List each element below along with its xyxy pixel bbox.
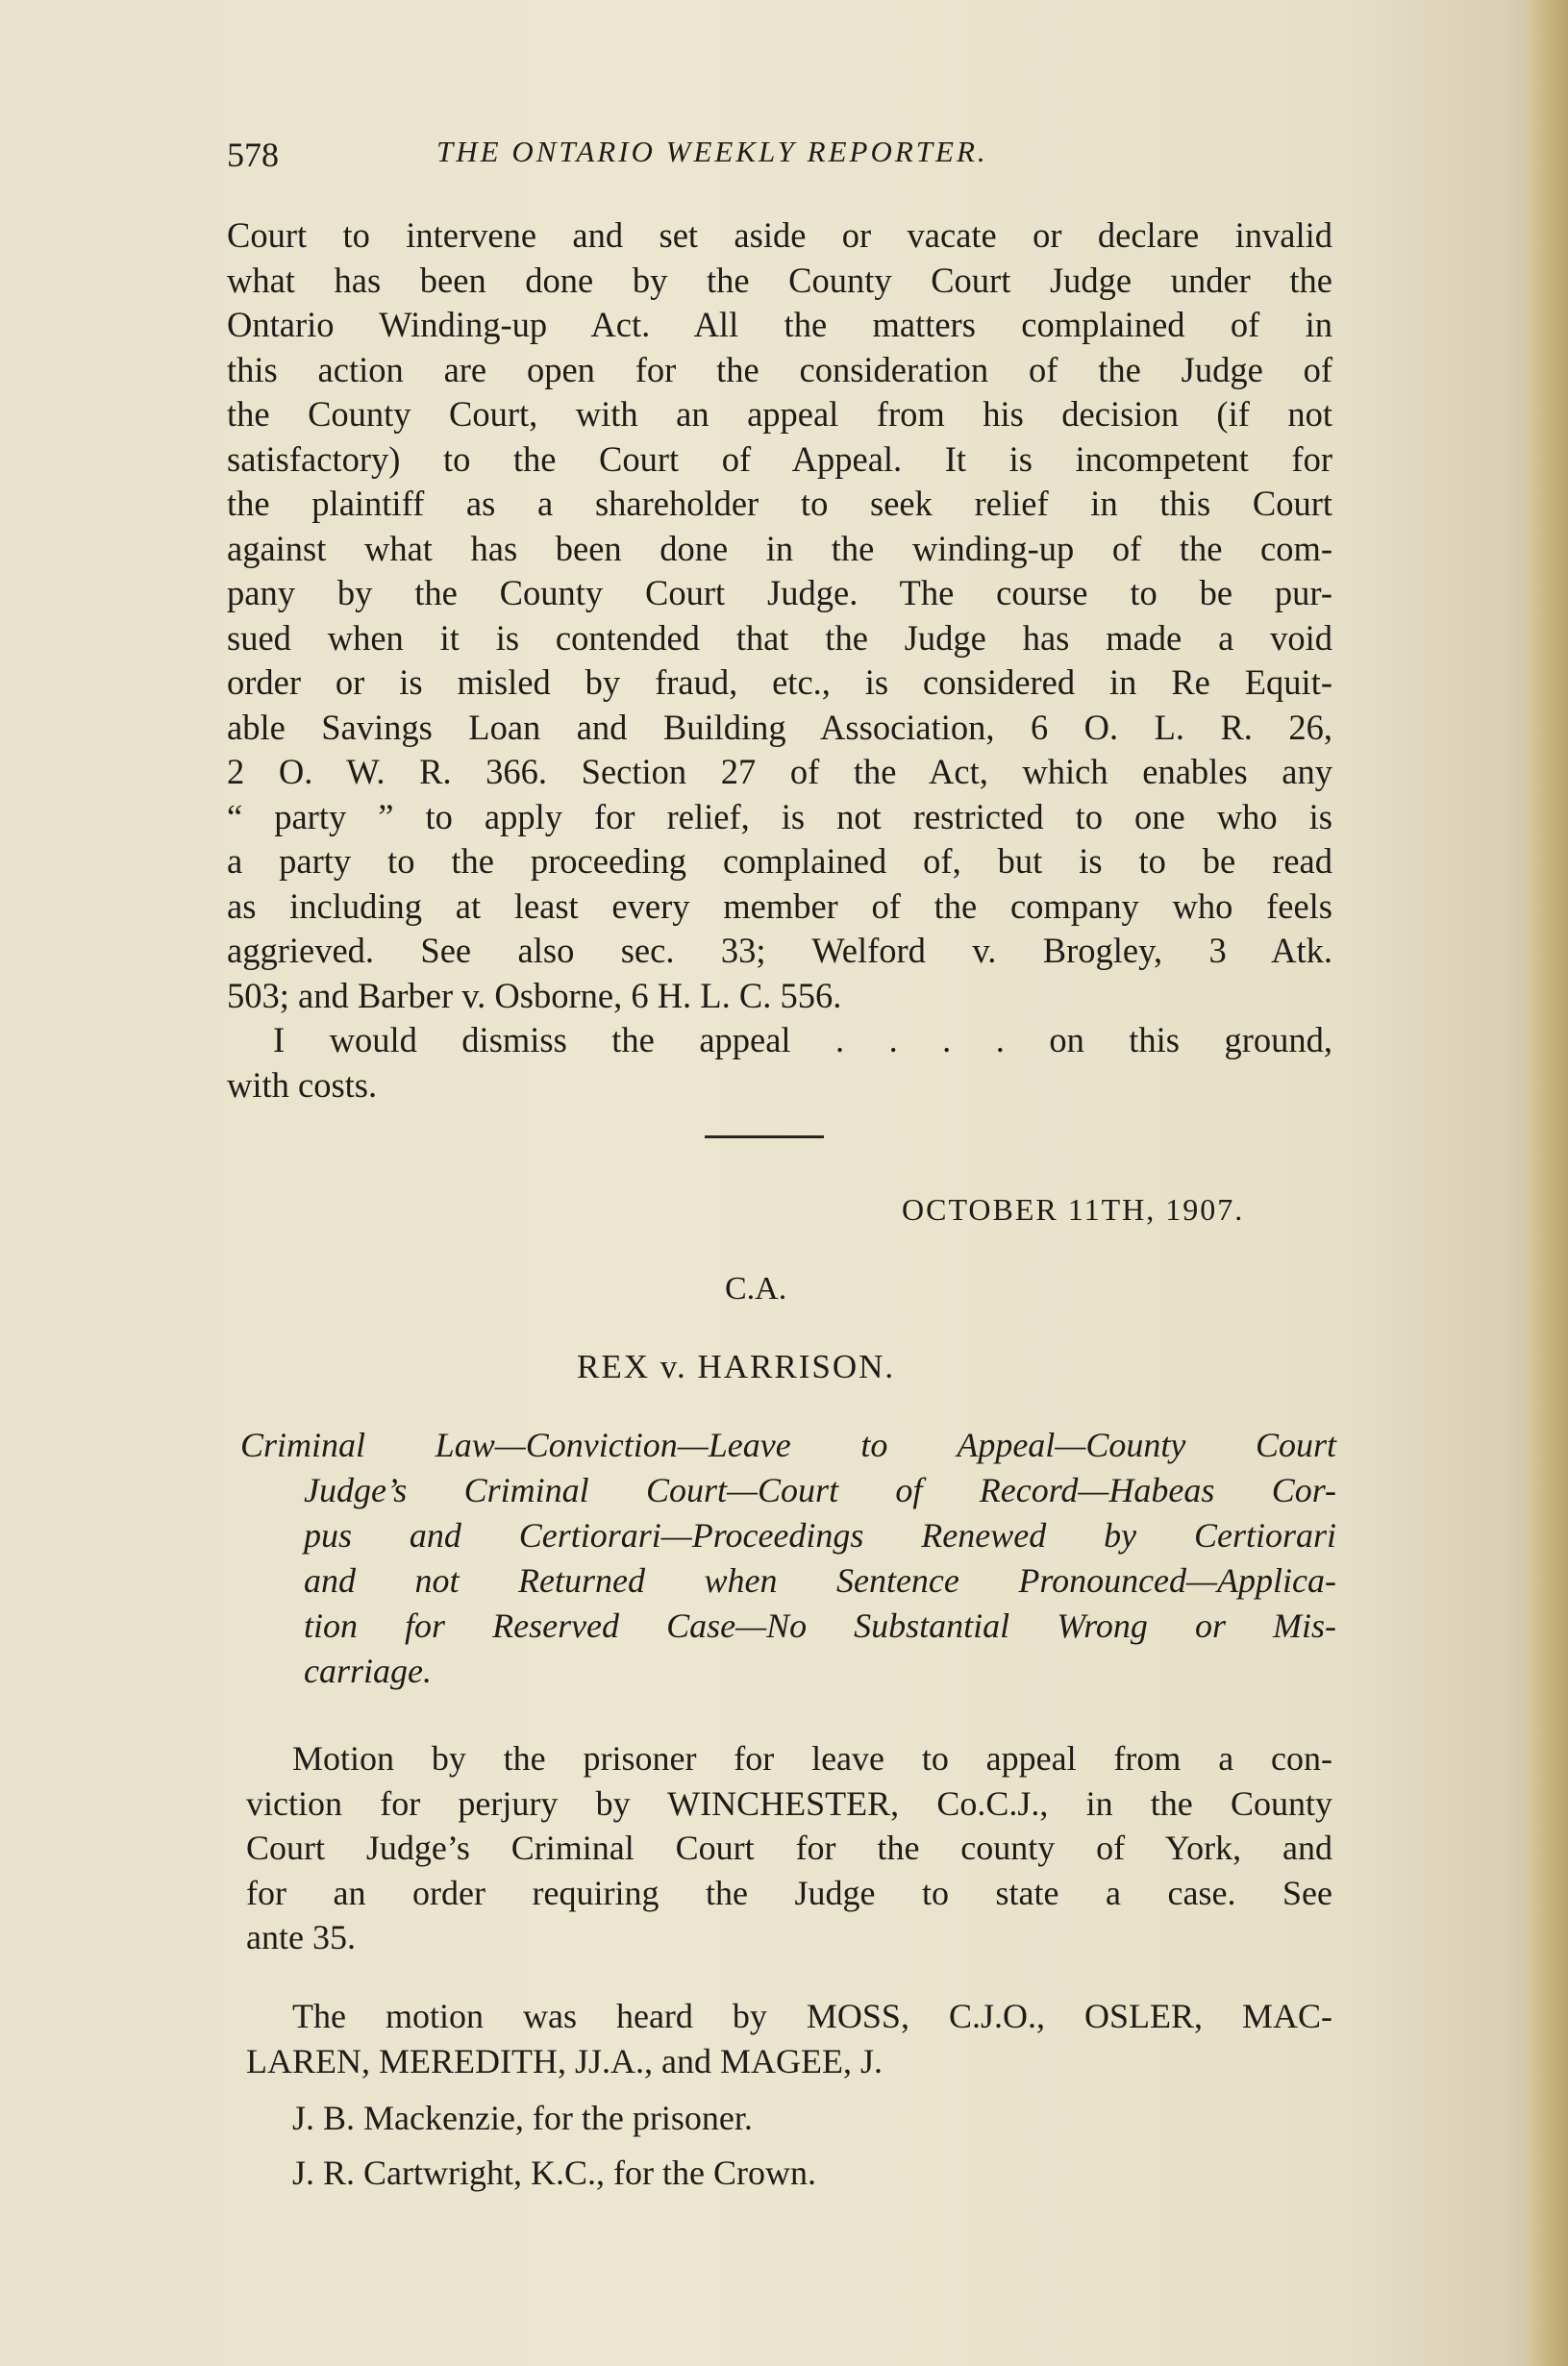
counsel-line: J. R. Cartwright, K.C., for the Crown. — [292, 2153, 816, 2192]
paragraph-hearing — [246, 1994, 1332, 2083]
text-line: pany by the County Court Judge. The course to be pur- — [227, 573, 1332, 612]
text-line: Ontario Winding-up Act. All the matters complained of in — [227, 305, 1332, 344]
journal-title: THE ONTARIO WEEKLY REPORTER. — [436, 135, 988, 168]
headnote-line: tion for Reserved Case—No Substantial Wrong or Mis- — [304, 1606, 1336, 1645]
paragraph-judgment-continued — [227, 213, 1332, 1108]
text-line: as including at least every member of the company who feels — [227, 885, 1332, 926]
text-line: for an order requiring the Judge to state a case. See — [246, 1873, 1332, 1912]
headnote-line: pus and Certiorari—Proceedings Renewed by Certiorari — [304, 1516, 1336, 1555]
headnote — [240, 1423, 1336, 1694]
text-line: I would dismiss the appeal . . . . on this ground, — [273, 1020, 1332, 1059]
text-line: Motion by the prisoner for leave to appeal from a con- — [292, 1739, 1332, 1778]
text-line: the County Court, with an appeal from his decision (if not — [227, 394, 1332, 434]
text-line: with costs. — [227, 1064, 378, 1105]
text-line: The motion was heard by MOSS, C.J.O., OSLER, MAC- — [292, 1997, 1332, 2035]
case-title: REX v. HARRISON. — [577, 1348, 896, 1385]
text-line: order or is misled by fraud, etc., is considered in Re Equit- — [227, 662, 1332, 702]
text-line: Court to intervene and set aside or vacate or declare invalid — [227, 215, 1332, 255]
text-line: able Savings Loan and Building Association, 6 O. L. R. 26, — [227, 707, 1332, 747]
text-line: sued when it is contended that the Judge has made a void — [227, 617, 1332, 658]
text-line: against what has been done in the winding-up of the com- — [227, 528, 1332, 568]
counsel-list — [246, 2096, 1332, 2195]
text-line: ante 35. — [246, 1918, 356, 1956]
paragraph-motion — [246, 1736, 1332, 1960]
headnote-line: and not Returned when Sentence Pronounced—Applica- — [304, 1561, 1336, 1600]
text-line: the plaintiff as a shareholder to seek relief in this Court — [227, 484, 1332, 523]
text-line: this action are open for the consideration of the Judge of — [227, 349, 1332, 389]
text-line: Court Judge’s Criminal Court for the county of York, and — [246, 1829, 1332, 1867]
text-line: aggrieved. See also sec. 33; Welford v. Brogley, 3 Atk. — [227, 931, 1332, 970]
decision-date: OCTOBER 11TH, 1907. — [902, 1192, 1245, 1227]
text-line: 503; and Barber v. Osborne, 6 H. L. C. 556. — [227, 975, 842, 1015]
text-line: what has been done by the County Court Judge under the — [227, 260, 1332, 300]
page-edge-shadow — [1528, 0, 1568, 2366]
text-line: 2 O. W. R. 366. Section 27 of the Act, which enables any — [227, 752, 1332, 791]
counsel-line: J. B. Mackenzie, for the prisoner. — [292, 2099, 753, 2137]
headnote-line: Judge’s Criminal Court—Court of Record—Habeas Cor- — [304, 1471, 1336, 1509]
running-head — [227, 135, 1361, 183]
text-line: “ party ” to apply for relief, is not restricted to one who is — [227, 796, 1332, 836]
text-line: a party to the proceeding complained of, but is to be read — [227, 841, 1332, 881]
text-line: satisfactory) to the Court of Appeal. It is incompetent for — [227, 438, 1332, 479]
page-number: 578 — [227, 136, 279, 174]
court-label: C.A. — [725, 1271, 787, 1307]
text-line: viction for perjury by WINCHESTER, Co.C.J., in the County — [246, 1783, 1332, 1823]
section-divider — [705, 1135, 824, 1138]
headnote-line: carriage. — [304, 1652, 432, 1690]
text-line: LAREN, MEREDITH, JJ.A., and MAGEE, J. — [246, 2041, 883, 2080]
headnote-line: Criminal Law—Conviction—Leave to Appeal—County Court — [240, 1426, 1336, 1464]
